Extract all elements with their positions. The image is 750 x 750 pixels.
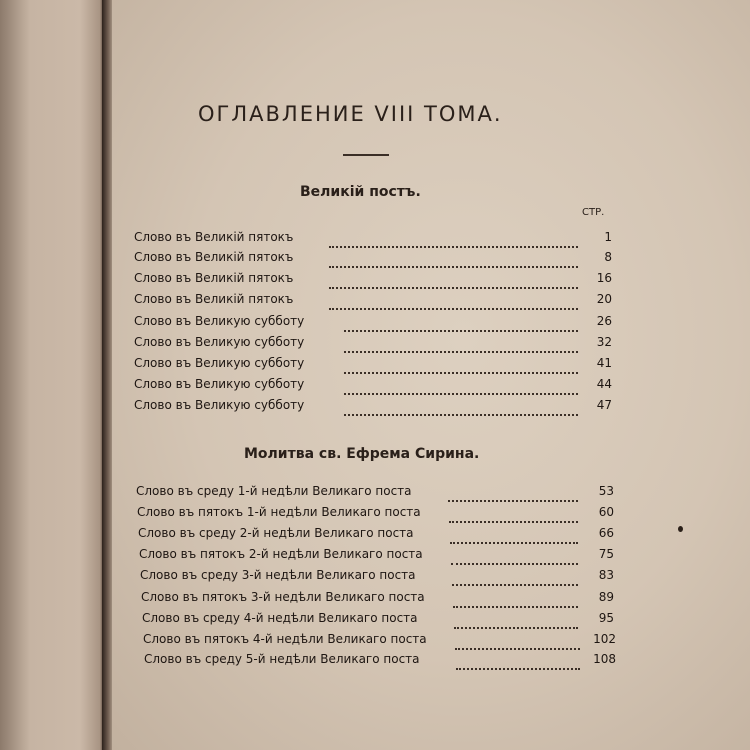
- toc-entry: [142, 611, 614, 631]
- toc-entry-title: Слово въ Великую субботу: [134, 314, 305, 328]
- dot-leader: [344, 337, 578, 353]
- dot-leader: [344, 400, 578, 416]
- dot-leader: [452, 570, 578, 586]
- toc-entry-page-number: 44: [596, 377, 612, 391]
- dot-leader: [344, 379, 578, 395]
- toc-entry-page-number: 16: [596, 271, 612, 285]
- toc-entry-title: Слово въ Великую субботу: [134, 398, 305, 412]
- toc-entry-page-number: 1: [604, 230, 612, 244]
- toc-entry: [134, 398, 612, 418]
- page-title: ОГЛАВЛЕНИЕ VIII ТОМА.: [198, 102, 503, 126]
- section-heading-great-lent: Великій постъ.: [300, 184, 421, 200]
- toc-entry-page-number: 95: [598, 611, 614, 625]
- toc-entry-title: Слово въ среду 1-й недѣли Великаго поста: [136, 484, 412, 498]
- dot-leader: [329, 273, 578, 289]
- toc-entry: [134, 314, 612, 334]
- toc-entry-page-number: 53: [598, 484, 614, 498]
- toc-entry-title: Слово въ Великій пятокъ: [134, 250, 294, 264]
- toc-entry: [137, 505, 614, 525]
- paper-spot: [678, 526, 683, 532]
- toc-entry-page-number: 108: [593, 652, 616, 666]
- toc-entry-title: Слово въ Великій пятокъ: [134, 292, 294, 306]
- toc-entry-title: Слово въ среду 5-й недѣли Великаго поста: [144, 652, 420, 666]
- dot-leader: [453, 592, 578, 608]
- toc-entry-title: Слово въ Великій пятокъ: [134, 271, 294, 285]
- dot-leader: [450, 528, 578, 544]
- toc-entry-page-number: 66: [598, 526, 614, 540]
- toc-entry-page-number: 26: [596, 314, 612, 328]
- toc-entry: [134, 335, 612, 355]
- dot-leader: [454, 613, 578, 629]
- toc-entry-page-number: 41: [596, 356, 612, 370]
- toc-entry-title: Слово въ Великую субботу: [134, 377, 305, 391]
- toc-entry-title: Слово въ пятокъ 1-й недѣли Великаго поста: [137, 505, 421, 519]
- toc-entry-page-number: 89: [598, 590, 614, 604]
- toc-entry-page-number: 60: [598, 505, 614, 519]
- toc-entry: [134, 377, 612, 397]
- toc-entry-page-number: 8: [604, 250, 612, 264]
- toc-entry-title: Слово въ пятокъ 3-й недѣли Великаго поста: [141, 590, 425, 604]
- left-page: [0, 0, 104, 750]
- toc-entry: [134, 271, 612, 291]
- toc-entry: [134, 292, 612, 312]
- toc-entry-page-number: 32: [596, 335, 612, 349]
- toc-entry-title: Слово въ среду 4-й недѣли Великаго поста: [142, 611, 418, 625]
- title-divider: [343, 154, 389, 156]
- toc-entry: [139, 547, 614, 567]
- toc-entry-page-number: 102: [593, 632, 616, 646]
- toc-entry-page-number: 75: [598, 547, 614, 561]
- toc-entry: [134, 250, 612, 270]
- toc-entry-page-number: 47: [596, 398, 612, 412]
- dot-leader: [329, 252, 578, 268]
- toc-entry-title: Слово въ среду 3-й недѣли Великаго поста: [140, 568, 416, 582]
- toc-entry: [141, 590, 614, 610]
- dot-leader: [329, 232, 578, 248]
- toc-entry: [136, 484, 614, 504]
- toc-entry-title: Слово въ среду 2-й недѣли Великаго поста: [138, 526, 414, 540]
- dot-leader: [451, 549, 578, 565]
- toc-entry-title: Слово въ Великую субботу: [134, 356, 305, 370]
- dot-leader: [455, 634, 580, 650]
- toc-entry-title: Слово въ пятокъ 4-й недѣли Великаго поста: [143, 632, 427, 646]
- toc-entry-title: Слово въ Великую субботу: [134, 335, 305, 349]
- toc-entry: [143, 632, 616, 652]
- toc-entry: [144, 652, 616, 672]
- toc-entry-title: Слово въ пятокъ 2-й недѣли Великаго поста: [139, 547, 423, 561]
- dot-leader: [449, 507, 578, 523]
- dot-leader: [344, 316, 578, 332]
- section-heading-ephrem-prayer: Молитва св. Ефрема Сирина.: [244, 446, 480, 462]
- toc-entry: [134, 356, 612, 376]
- dot-leader: [456, 654, 580, 670]
- dot-leader: [329, 294, 578, 310]
- dot-leader: [344, 358, 578, 374]
- toc-entry-title: Слово въ Великій пятокъ: [134, 230, 294, 244]
- toc-entry-page-number: 20: [596, 292, 612, 306]
- page-column-label: СТР.: [582, 207, 605, 218]
- dot-leader: [448, 486, 578, 502]
- toc-entry-page-number: 83: [598, 568, 614, 582]
- toc-entry: [134, 230, 612, 250]
- toc-entry: [138, 526, 614, 546]
- toc-entry: [140, 568, 614, 588]
